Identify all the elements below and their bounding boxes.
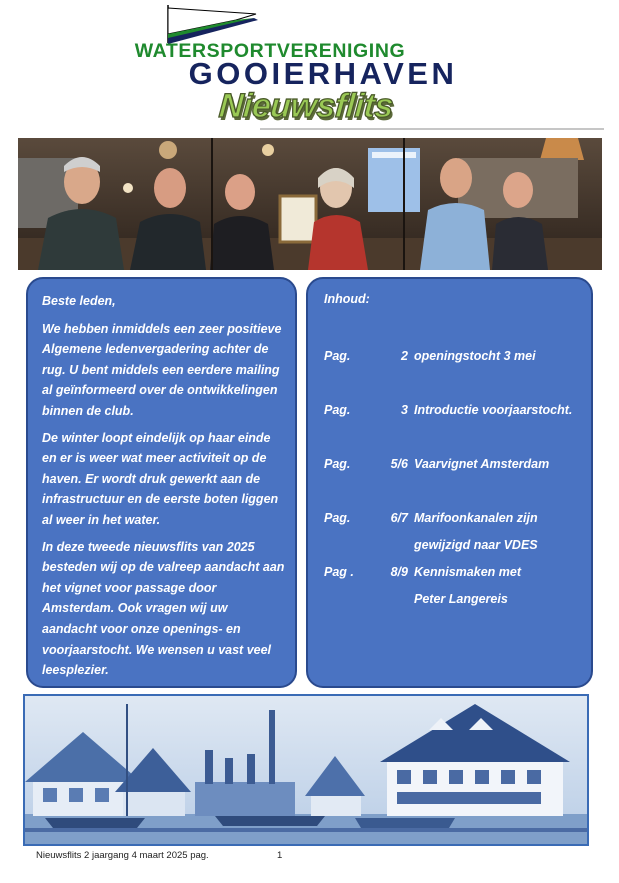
toc-item-continuation [324,588,586,610]
intro-box [26,277,297,688]
toc-item-title: Marifoonkanalen zijn [414,511,538,525]
toc-title: Inhoud: [324,292,370,306]
toc-item[interactable] [324,345,586,367]
intro-paragraph: In deze tweede nieuwsflits van 2025 besteden wij op de valreep aandacht aan het vignet voor passage door Amsterdam. Ook vragen wij uw aandacht voor onze openings- en voorjaarstocht. We wensen u vast veel leesplezier. [42,539,285,678]
harbor-picture [23,694,589,846]
toc-item[interactable] [324,561,586,583]
footer-text: Nieuwsflits 2 jaargang 4 maart 2025 pag. [36,850,209,861]
toc-item-page: 8/9 [390,565,408,579]
club-name: GOOIERHAVEN [188,56,458,91]
club-line: WATERSPORTVERENIGING [134,40,406,62]
toc-item-page: 5/6 [390,457,408,471]
toc-item-page: 6/7 [390,511,408,525]
toc-item[interactable] [324,507,586,529]
toc-item-label: Pag. [324,403,351,417]
toc-box [306,277,593,688]
toc-item-title: Introductie voorjaarstocht. [414,403,573,417]
toc-item-label: Pag. [324,349,351,363]
toc-item-title: Vaarvignet Amsterdam [414,457,550,471]
intro-paragraph: De winter loopt eindelijk op haar einde en er is weer wat meer activiteit op de haven. Er wordt druk gewerkt aan de infrastructuur en de eerste boten liggen al weer in het water. [42,430,279,527]
logo-flag-icon [166,4,258,44]
intro-paragraph: We hebben inmiddels een zeer positieve Algemene ledenvergadering achter de rug. U bent middels een eerdere mailing al geïnformeerd over de ontwikkelingen binnen de club. [42,321,282,418]
toc-item-continuation [324,534,586,556]
toc-item-label: Pag. [324,457,351,471]
toc-item-title: Peter Langereis [414,592,508,606]
page-number: 1 [277,850,283,861]
greeting: Beste leden, [42,294,116,308]
toc-item-page: 3 [401,403,408,417]
header-rule [260,128,604,130]
meeting-photo [18,138,602,270]
toc-item[interactable] [324,399,586,421]
newsletter-title: Nieuwsflits [217,87,395,125]
toc-item-page: 2 [401,349,408,363]
toc-item-title: gewijzigd naar VDES [414,538,538,552]
toc-item[interactable] [324,453,586,475]
toc-item-title: Kennismaken met [414,565,521,579]
toc-item-label: Pag . [324,565,354,579]
toc-item-title: openingstocht 3 mei [414,349,536,363]
toc-item-label: Pag. [324,511,351,525]
